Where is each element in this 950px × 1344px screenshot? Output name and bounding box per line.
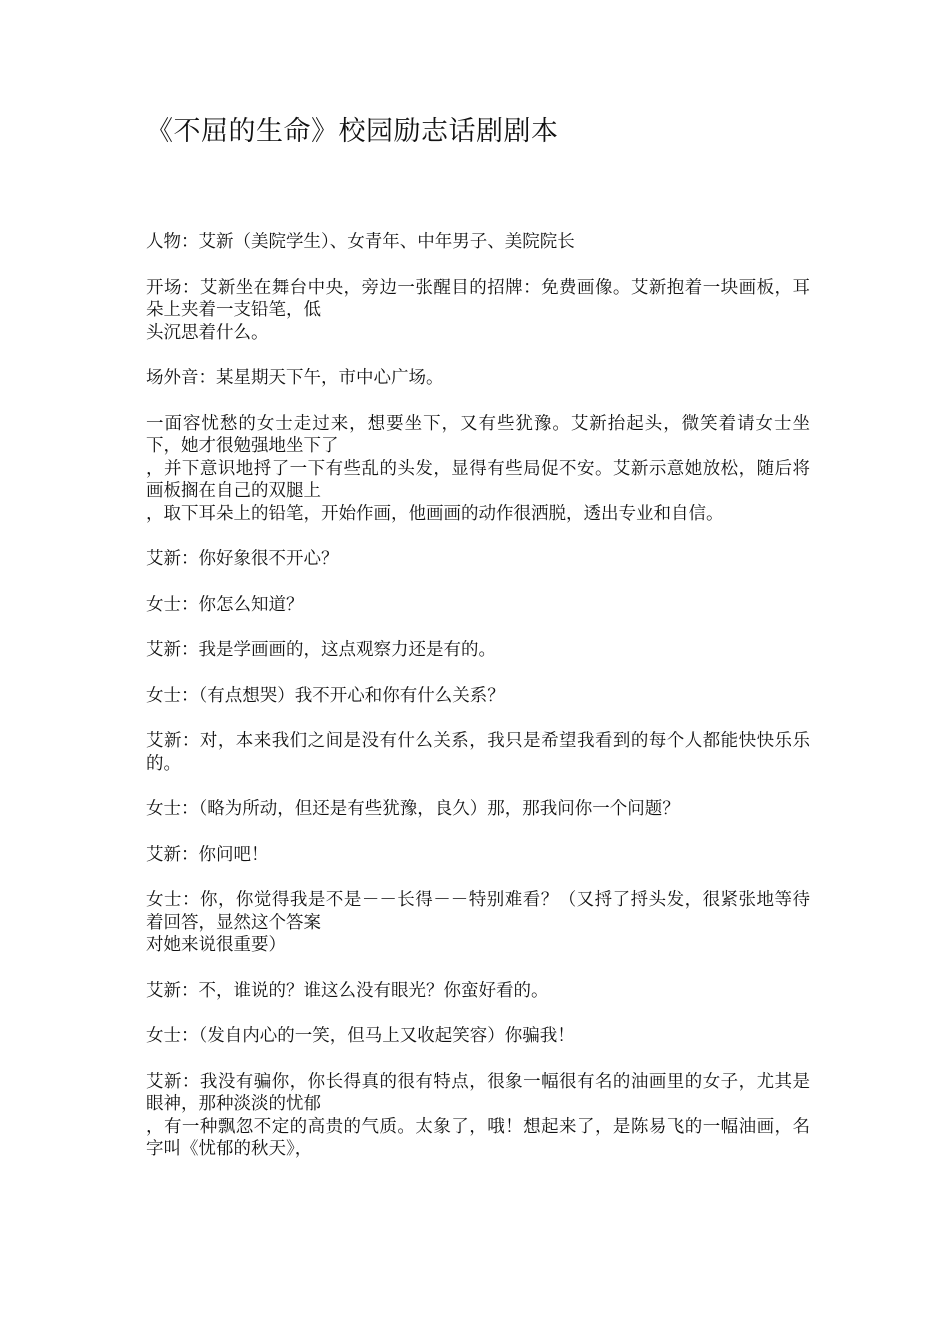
text-line: 艾新：不，谁说的？谁这么没有眼光？你蛮好看的。	[146, 980, 549, 1001]
paragraph-offstage-voice	[146, 367, 810, 390]
paragraph-stage-direction	[146, 413, 810, 526]
text-line: 女士：你，你觉得我是不是－－长得－－特别难看？（又捋了捋头发，很紧张地等待着回答，显然这个答案	[146, 890, 810, 933]
paragraph-opening	[146, 277, 810, 345]
dialogue-line	[146, 980, 810, 1003]
text-line: 艾新：我没有骗你，你长得真的很有特点，很象一幅很有名的油画里的女子，尤其是眼神，那种淡淡的忧郁	[146, 1071, 810, 1114]
text-line: 场外音：某星期天下午，市中心广场。	[146, 368, 444, 388]
text-line: 艾新：你问吧！	[146, 844, 269, 865]
text-line: ，并下意识地捋了一下有些乱的头发，显得有些局促不安。艾新示意她放松，随后将画板搁在自己的双腿上	[146, 458, 810, 501]
text-line: 开场：艾新坐在舞台中央，旁边一张醒目的招牌：免费画像。艾新抱着一块画板，耳朵上夹着一支铅笔，低	[146, 277, 810, 320]
text-line: 人物：艾新（美院学生）、女青年、中年男子、美院院长	[146, 232, 575, 252]
dialogue-line	[146, 1025, 810, 1048]
text-line: ，有一种飘忽不定的高贵的气质。太象了，哦！想起来了，是陈易飞的一幅油画，名字叫《忧郁的秋天》，	[146, 1116, 810, 1159]
paragraph-characters	[146, 231, 810, 254]
dialogue-line	[146, 889, 810, 957]
text-line: 艾新：对，本来我们之间是没有什么关系，我只是希望我看到的每个人都能快快乐乐的。	[146, 731, 810, 774]
text-line: 艾新：你好象很不开心？	[146, 549, 339, 569]
dialogue-line	[146, 594, 810, 617]
text-line: 对她来说很重要）	[146, 935, 286, 955]
text-line: 头沉思着什么。	[146, 322, 269, 343]
text-line: 女士：（略为所动，但还是有些犹豫，良久）那，那我问你一个问题？	[146, 799, 680, 819]
dialogue-line	[146, 730, 810, 775]
text-line: 女士：（有点想哭）我不开心和你有什么关系？	[146, 685, 505, 706]
script-body	[146, 231, 810, 1184]
text-line: 女士：（发自内心的一笑，但马上又收起笑容）你骗我！	[146, 1026, 575, 1046]
document-title: 《不屈的生命》校园励志话剧剧本	[146, 116, 559, 147]
dialogue-line	[146, 844, 810, 867]
dialogue-line	[146, 639, 810, 662]
dialogue-line	[146, 798, 810, 821]
text-line: 一面容忧愁的女士走过来，想要坐下，又有些犹豫。艾新抬起头，微笑着请女士坐下，她才很勉强地坐下了	[146, 413, 810, 456]
text-line: 艾新：我是学画画的，这点观察力还是有的。	[146, 640, 496, 660]
dialogue-line	[146, 685, 810, 708]
text-line: 女士：你怎么知道？	[146, 594, 304, 615]
text-line: ，取下耳朵上的铅笔，开始作画，他画画的动作很洒脱，透出专业和自信。	[146, 503, 724, 524]
dialogue-line	[146, 548, 810, 571]
dialogue-line	[146, 1071, 810, 1161]
